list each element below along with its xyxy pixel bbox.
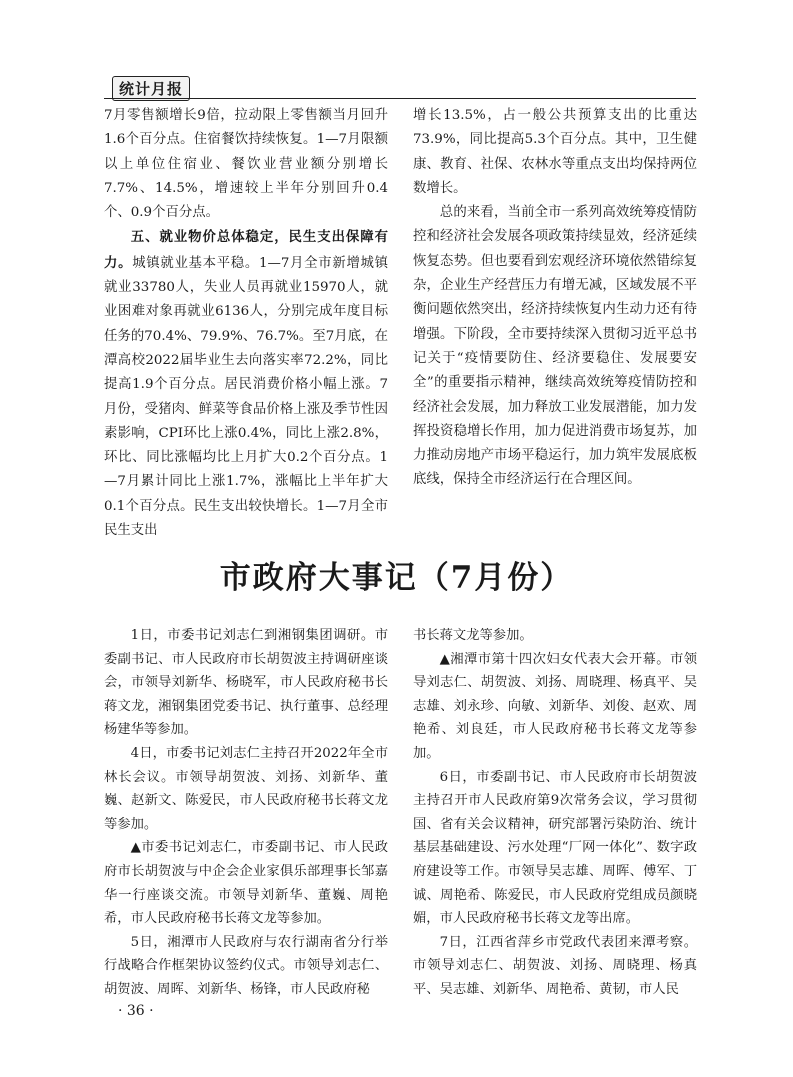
page-number: · 36 · <box>118 1003 154 1019</box>
header-rule <box>104 98 696 99</box>
event-entry: 书长蒋文龙等参加。 <box>413 628 533 643</box>
bottom-right-column <box>413 624 697 1002</box>
event-entry: 6日，市委副书记、市人民政府市长胡贺波主持召开市人民政府第9次常务会议，学习贯彻国、省有关会议精神，研究部署污染防治、统计基层基础建设、污水处理“厂网一体化”、数字政府建设等工作。市领导吴志雄、周晖、傅军、丁诚、周艳希、陈爱民，市人民政府党组成员颜晓媚，市人民政府秘书长蒋文龙等出席。 <box>413 769 697 927</box>
paragraph: 7月零售额增长9倍，拉动限上零售额当月回升1.6个百分点。住宿餐饮持续恢复。1—7月限额以上单位住宿业、餐饮业营业额分别增长7.7%、14.5%，增速较上半年分别回升0.4个、0.9个百分点。 <box>104 108 388 221</box>
paragraph-text: 城镇就业基本平稳。1—7月全市新增城镇就业33780人，失业人员再就业15970人，就业困难对象再就业6136人，分别完成年度目标任务的70.4%、79.9%、76.7%。至7月底，在潭高校2022届毕业生去向落实率72.2%，同比提高1.9个百分点。居民消费价格小幅上涨。7月份，受猪肉、鲜菜等食品价格上涨及季节性因素影响，CPI环比上涨0.4%，同比上涨2.8%，环比、同比涨幅均比上月扩大0.2个百分点。1—7月累计同比上涨1.7%，涨幅比上半年扩大0.1个百分点。民生支出较快增长。1—7月全市民生支出 <box>104 255 389 539</box>
event-entry: 5日，湘潭市人民政府与农行湖南省分行举行战略合作框架协议签约仪式。市领导刘志仁、胡贺波、周晖、刘新华、杨锋，市人民政府秘 <box>104 934 388 997</box>
event-entry: 7日，江西省萍乡市党政代表团来潭考察。市领导刘志仁、胡贺波、刘扬、周晓理、杨真平、吴志雄、刘新华、周艳希、黄韧，市人民 <box>413 934 697 997</box>
bottom-left-column <box>104 624 388 1002</box>
paragraph: 总的来看，当前全市一系列高效统筹疫情防控和经济社会发展各项政策持续显效，经济延续恢复态势。但也要看到宏观经济环境依然错综复杂，企业生产经营压力有增无减，区域发展不平衡问题依然突出，经济持续恢复内生动力还有待增强。下阶段，全市要持续深入贯彻习近平总书记关于“疫情要防住、经济要稳住、发展要安全”的重要指示精神，继续高效统筹疫情防控和经济社会发展，加力释放工业发展潜能，加力发挥投资稳增长作用，加力促进消费市场复苏，加力推动房地产市场平稳运行，加力筑牢发展底板底线，保持全市经济运行在合理区间。 <box>413 205 697 488</box>
journal-tag: 统计月报 <box>112 76 190 101</box>
section-title: 市政府大事记（7月份） <box>219 560 574 596</box>
paragraph: 增长13.5%，占一般公共预算支出的比重达73.9%，同比提高5.3个百分点。其中，卫生健康、教育、社保、农林水等重点支出均保持两位数增长。 <box>413 108 697 196</box>
section-heading: 五、就业物价总体稳定，民生支出保障有力。 <box>104 229 388 271</box>
top-left-column <box>104 104 388 543</box>
event-entry: 1日，市委书记刘志仁到湘钢集团调研。市委副书记、市人民政府市长胡贺波主持调研座谈会，市领导刘新华、杨晓军，市人民政府秘书长蒋文龙，湘钢集团党委书记、执行董事、总经理杨建华等参加。 <box>104 628 388 738</box>
event-entry: ▲市委书记刘志仁，市委副书记、市人民政府市长胡贺波与中企会企业家俱乐部理事长邹嘉华一行座谈交流。市领导刘新华、董巍、周艳希，市人民政府秘书长蒋文龙等参加。 <box>104 840 388 927</box>
event-entry: 4日，市委书记刘志仁主持召开2022年全市林长会议。市领导胡贺波、刘扬、刘新华、董巍、赵新文、陈爱民，市人民政府秘书长蒋文龙等参加。 <box>104 745 388 832</box>
event-entry: ▲湘潭市第十四次妇女代表大会开幕。市领导刘志仁、胡贺波、刘扬、周晓理、杨真平、吴志雄、刘永珍、向敏、刘新华、刘俊、赵欢、周艳希、刘良廷，市人民政府秘书长蒋文龙等参加。 <box>413 651 697 761</box>
top-right-column <box>413 104 697 493</box>
paragraph <box>104 225 388 543</box>
